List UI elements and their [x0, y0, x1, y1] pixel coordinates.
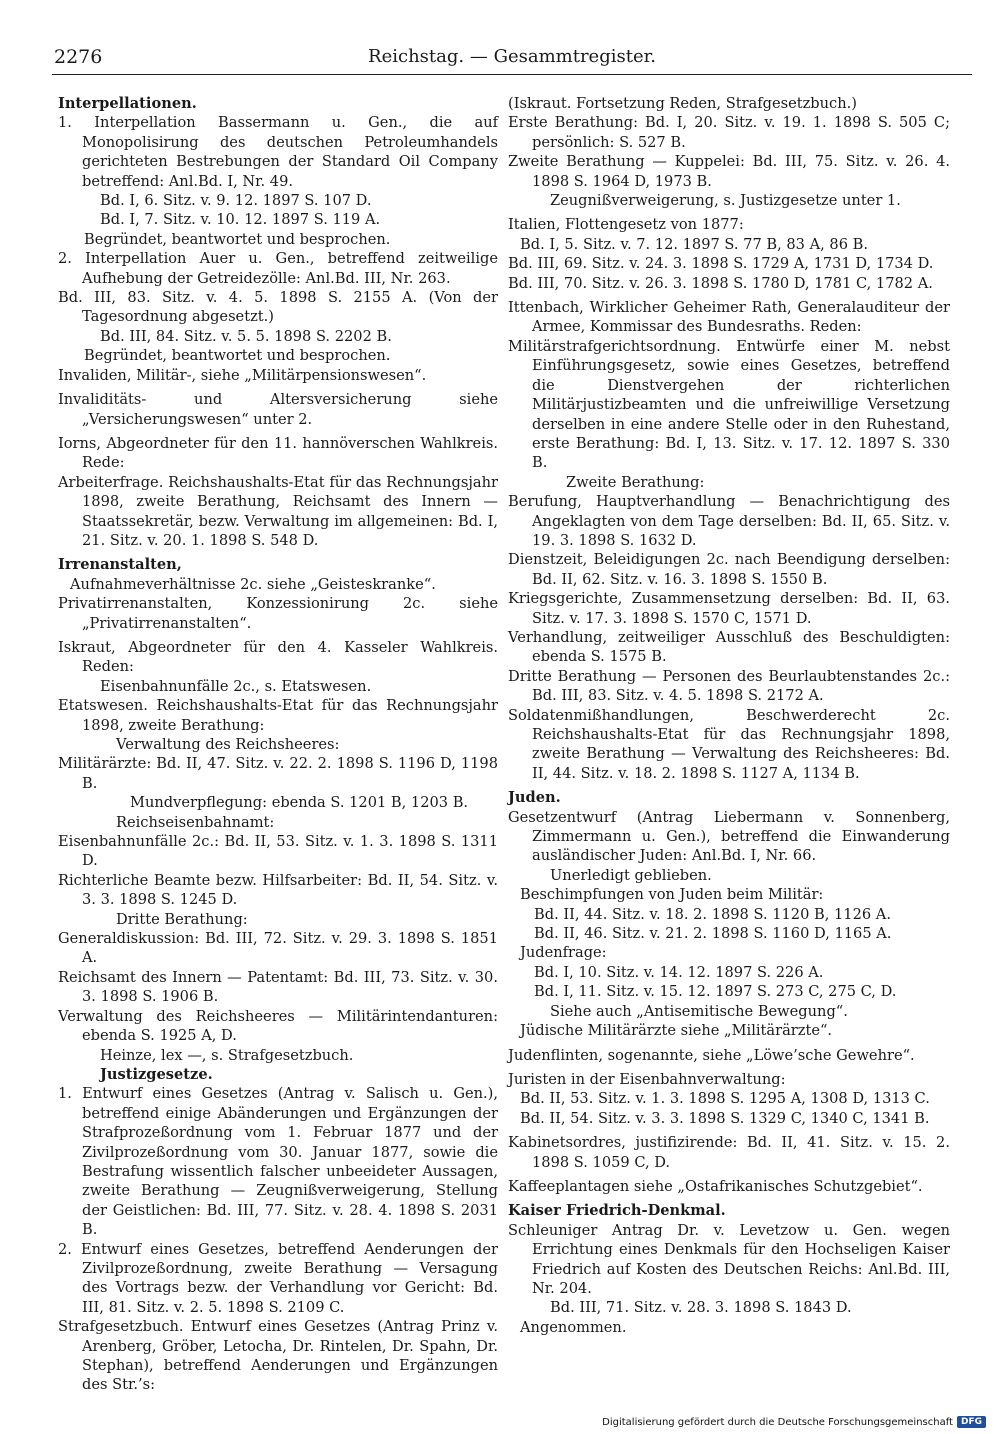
- index-entry: Juristen in der Eisenbahnverwaltung:: [508, 1070, 786, 1088]
- index-entry: Italien, Flottengesetz von 1877:: [508, 216, 744, 234]
- index-entry: Bd. I, 6. Sitz. v. 9. 12. 1897 S. 107 D.: [100, 192, 372, 210]
- page-number: 2276: [54, 46, 103, 68]
- index-entry: Richterliche Beamte bezw. Hilfsarbeiter: Bd. II, 54. Sitz. v. 3. 3. 1898 S. 1245 D.: [58, 871, 498, 909]
- index-entry: Heinze, lex —, s. Strafgesetzbuch.: [100, 1046, 354, 1064]
- index-entry: Dritte Berathung:: [116, 910, 248, 928]
- index-entry: Bd. II, 44. Sitz. v. 18. 2. 1898 S. 1120 B, 1126 A.: [534, 905, 891, 923]
- index-entry: Zweite Berathung — Kuppelei: Bd. III, 75. Sitz. v. 26. 4. 1898 S. 1964 D, 1973 B.: [508, 153, 950, 190]
- index-entry: 1. Entwurf eines Gesetzes (Antrag v. Salisch u. Gen.), betreffend einige Abänderungen und Ergänzungen der Strafprozeßordnung vom 1. Februar 1877 und der Zivilprozeßordnung vom 30. Januar 1877, sowie die Bestrafung wissentlich falscher unbeeideter Aussagen, zweite Berathung — Zeugnißverweigerung, Stellung der Geistlichen: Bd. III, 77. Sitz. v. 28. 4. 1898 S. 2031 B.: [58, 1085, 498, 1239]
- index-entry: Verhandlung, zeitweiliger Ausschluß des Beschuldigten: ebenda S. 1575 B.: [508, 628, 950, 666]
- index-entry: Bd. III, 69. Sitz. v. 24. 3. 1898 S. 1729 A, 1731 D, 1734 D.: [508, 255, 934, 273]
- index-entry: Reichseisenbahnamt:: [116, 813, 275, 831]
- index-entry: Dienstzeit, Beleidigungen 2c. nach Beendigung derselben: Bd. II, 62. Sitz. v. 16. 3. 1898 S. 1550 B.: [508, 551, 950, 588]
- index-entry: Zweite Berathung:: [566, 473, 705, 491]
- dfg-logo: DFG: [957, 1416, 986, 1428]
- index-entry: Privatirrenanstalten, Konzessionirung 2c. siehe „Privatirrenanstalten“.: [58, 595, 498, 632]
- index-entry: Reichsamt des Innern — Patentamt: Bd. III, 73. Sitz. v. 30. 3. 1898 S. 1906 B.: [58, 968, 498, 1006]
- index-entry: Ittenbach, Wirklicher Geheimer Rath, Generalauditeur der Armee, Kommissar des Bundesraths. Reden:: [508, 299, 950, 336]
- index-entry: Dritte Berathung — Personen des Beurlaubtenstandes 2c.: Bd. III, 83. Sitz. v. 4. 5. 1898 S. 2172 A.: [508, 667, 950, 705]
- index-entry: Angenommen.: [520, 1318, 627, 1336]
- index-entry: Bd. II, 53. Sitz. v. 1. 3. 1898 S. 1295 A, 1308 D, 1313 C.: [520, 1090, 930, 1108]
- index-entry: (Iskraut. Fortsetzung Reden, Strafgesetzbuch.): [508, 95, 857, 112]
- index-entry: Bd. I, 10. Sitz. v. 14. 12. 1897 S. 226 A.: [534, 963, 824, 981]
- footer: [602, 1416, 986, 1428]
- index-entry: Gesetzentwurf (Antrag Liebermann v. Sonnenberg, Zimmermann u. Gen.), betreffend die Einwanderung ausländischer Juden: Anl.Bd. I, Nr. 66.: [508, 808, 950, 865]
- index-entry: Bd. I, 11. Sitz. v. 15. 12. 1897 S. 273 C, 275 C, D.: [534, 983, 897, 1001]
- index-entry: Verwaltung des Reichsheeres:: [116, 736, 340, 753]
- index-entry: 2. Entwurf eines Gesetzes, betreffend Aenderungen der Zivilprozeßordnung, zweite Berathung — Versagung des Vortrags bezw. der Verhandlung vor Gericht: Bd. III, 81. Sitz. v. 2. 5. 1898 S. 2109 C.: [58, 1240, 498, 1316]
- index-entry: Bd. III, 83. Sitz. v. 4. 5. 1898 S. 2155 A. (Von der Tagesordnung abgesetzt.): [58, 289, 498, 326]
- running-title: Reichstag. — Gesammtregister.: [368, 46, 656, 67]
- index-entry: Militärstrafgerichtsordnung. Entwürfe einer M. nebst Einführungsgesetz, sowie eines Gesetzes, betreffend die Dienstvergehen der richterlichen Militärjustizbeamten und die unfreiwillige Versetzung derselben in eine andere Stelle oder in den Ruhestand, erste Berathung: Bd. I, 13. Sitz. v. 17. 12. 1897 S. 330 B.: [508, 337, 950, 472]
- index-entry: 1. Interpellation Bassermann u. Gen., die auf Monopolisirung des deutschen Petroleumhandels gerichteten Bestrebungen der Standard Oil Company betreffend: Anl.Bd. I, Nr. 49.: [58, 114, 498, 190]
- index-entry: Generaldiskussion: Bd. III, 72. Sitz. v. 29. 3. 1898 S. 1851 A.: [58, 930, 498, 967]
- index-entry: Kabinetsordres, justifizirende: Bd. II, 41. Sitz. v. 15. 2. 1898 S. 1059 C, D.: [508, 1134, 950, 1171]
- index-entry: Zeugnißverweigerung, s. Justizgesetze unter 1.: [550, 192, 901, 210]
- index-entry: Interpellationen.: [58, 95, 197, 112]
- index-entry: Schleuniger Antrag Dr. v. Levetzow u. Gen. wegen Errichtung eines Denkmals für den Hochseligen Kaiser Friedrich auf Kosten des Deutschen Reichs: Anl.Bd. III, Nr. 204.: [508, 1221, 950, 1297]
- index-entry: Bd. I, 5. Sitz. v. 7. 12. 1897 S. 77 B, 83 A, 86 B.: [520, 235, 868, 253]
- index-entry: Bd. II, 46. Sitz. v. 21. 2. 1898 S. 1160 D, 1165 A.: [534, 925, 892, 943]
- index-entry: Verwaltung des Reichsheeres — Militärintendanturen: ebenda S. 1925 A, D.: [58, 1007, 498, 1045]
- index-entry: Etatswesen. Reichshaushalts-Etat für das Rechnungsjahr 1898, zweite Berathung:: [58, 697, 498, 734]
- index-entry: Militärärzte: Bd. II, 47. Sitz. v. 22. 2. 1898 S. 1196 D, 1198 B.: [58, 755, 498, 792]
- index-entry: Strafgesetzbuch. Entwurf eines Gesetzes (Antrag Prinz v. Arenberg, Gröber, Letocha, Dr. Rintelen, Dr. Spahn, Dr. Stephan), betreffend Aenderungen und Ergänzungen des Str.’s:: [58, 1318, 498, 1394]
- index-entry: Jüdische Militärärzte siehe „Militärärzte“.: [520, 1022, 833, 1040]
- index-entry: Kaffeeplantagen siehe „Ostafrikanisches Schutzgebiet“.: [508, 1177, 923, 1195]
- index-entry: Iskraut, Abgeordneter für den 4. Kasseler Wahlkreis. Reden:: [58, 638, 498, 676]
- index-entry: Soldatenmißhandlungen, Beschwerderecht 2c. Reichshaushalts-Etat für das Rechnungsjahr 1898, zweite Berathung — Verwaltung des Reichsheeres: Bd. II, 44. Sitz. v. 18. 2. 1898 S. 1127 A, 1134 B.: [508, 706, 950, 782]
- index-entry: Bd. I, 7. Sitz. v. 10. 12. 1897 S. 119 A.: [100, 211, 381, 229]
- index-entry: Siehe auch „Antisemitische Bewegung“.: [550, 1002, 848, 1020]
- index-entry: Aufnahmeverhältnisse 2c. siehe „Geisteskranke“.: [70, 575, 436, 593]
- index-entry: Bd. III, 70. Sitz. v. 26. 3. 1898 S. 1780 D, 1781 C, 1782 A.: [508, 274, 933, 292]
- index-entry: Begründet, beantwortet und besprochen.: [84, 230, 391, 248]
- index-entry: Kaiser Friedrich-Denkmal.: [508, 1202, 726, 1220]
- index-entry: Justizgesetze.: [100, 1065, 213, 1083]
- index-entry: Bd. II, 54. Sitz. v. 3. 3. 1898 S. 1329 C, 1340 C, 1341 B.: [520, 1109, 930, 1127]
- index-entry: Bd. III, 71. Sitz. v. 28. 3. 1898 S. 1843 D.: [550, 1299, 852, 1317]
- left-column: [58, 94, 498, 1395]
- index-entry: Kriegsgerichte, Zusammensetzung derselben: Bd. II, 63. Sitz. v. 17. 3. 1898 S. 1570 C, 1571 D.: [508, 590, 950, 627]
- footer-credit: Digitalisierung gefördert durch die Deutsche Forschungsgemeinschaft: [602, 1416, 953, 1428]
- right-column: [508, 94, 950, 1337]
- index-entry: Bd. III, 84. Sitz. v. 5. 5. 1898 S. 2202 B.: [100, 327, 392, 345]
- index-entry: 2. Interpellation Auer u. Gen., betreffend zeitweilige Aufhebung der Getreidezölle: Anl.Bd. III, Nr. 263.: [58, 250, 498, 287]
- index-entry: Unerledigt geblieben.: [550, 866, 712, 884]
- index-entry: Begründet, beantwortet und besprochen.: [84, 347, 391, 365]
- index-entry: Invaliditäts- und Altersversicherung siehe „Versicherungswesen“ unter 2.: [58, 391, 498, 428]
- index-entry: Berufung, Hauptverhandlung — Benachrichtigung des Angeklagten von dem Tage derselben: Bd. II, 65. Sitz. v. 19. 3. 1898 S. 1632 D.: [508, 493, 950, 549]
- index-entry: Eisenbahnunfälle 2c.: Bd. II, 53. Sitz. v. 1. 3. 1898 S. 1311 D.: [58, 833, 498, 870]
- index-entry: Iorns, Abgeordneter für den 11. hannöverschen Wahlkreis. Rede:: [58, 434, 498, 472]
- index-entry: Eisenbahnunfälle 2c., s. Etatswesen.: [100, 677, 372, 695]
- index-entry: Mundverpflegung: ebenda S. 1201 B, 1203 B.: [130, 794, 469, 812]
- index-entry: Judenflinten, sogenannte, siehe „Löwe’sche Gewehre“.: [508, 1046, 915, 1064]
- index-entry: Judenfrage:: [520, 944, 607, 962]
- index-entry: Arbeiterfrage. Reichshaushalts-Etat für das Rechnungsjahr 1898, zweite Berathung, Reichsamt des Innern — Staatssekretär, bezw. Verwaltung im allgemeinen: Bd. I, 21. Sitz. v. 20. 1. 1898 S. 548 D.: [58, 473, 498, 549]
- page-header: [52, 40, 972, 75]
- index-entry: Irrenanstalten,: [58, 556, 182, 574]
- index-entry: Erste Berathung: Bd. I, 20. Sitz. v. 19. 1. 1898 S. 505 C; persönlich: S. 527 B.: [508, 114, 950, 151]
- index-entry: Beschimpfungen von Juden beim Militär:: [520, 886, 824, 904]
- index-entry: Juden.: [508, 789, 561, 807]
- index-entry: Invaliden, Militär-, siehe „Militärpensionswesen“.: [58, 366, 427, 384]
